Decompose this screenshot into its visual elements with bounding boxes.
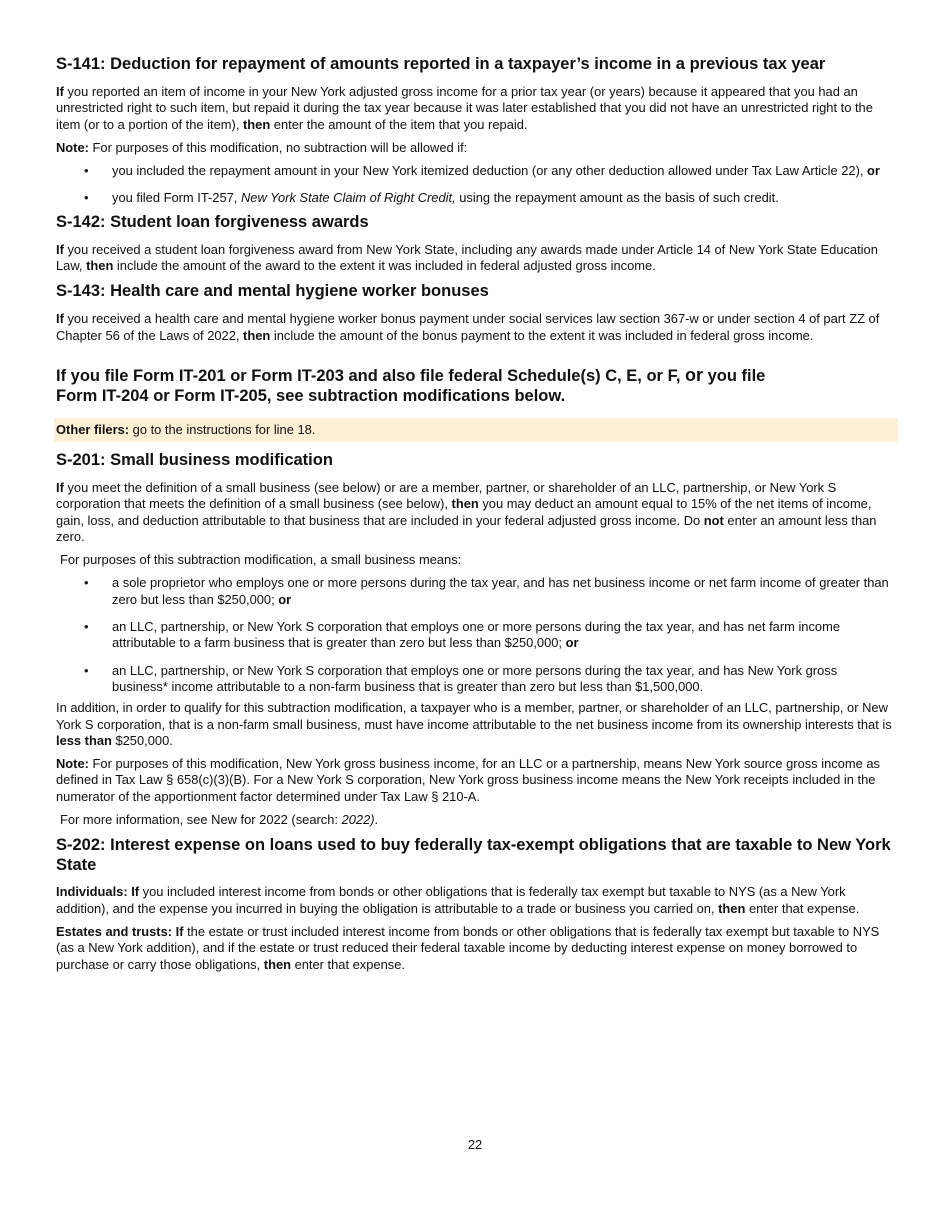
filers-heading-line-2: Form IT-204 or Form IT-205, see subtraction modifications below.: [56, 386, 566, 405]
text: enter the amount of the item that you repaid.: [270, 116, 528, 132]
or-keyword: or: [867, 163, 880, 179]
s142-paragraph: [56, 242, 896, 275]
s201-definition-intro: For purposes of this subtraction modification, a small business means:: [60, 552, 462, 568]
text: In addition, in order to qualify for this subtraction modification, a taxpayer who is a member, partner, or shareholder of an LLC, partnership, or New York S corporation, that is a non-farm small business, must have income attributable to the net business income from its ownership interests that is: [56, 700, 892, 732]
if-keyword: If: [56, 241, 64, 257]
s201-bullet-list: [56, 575, 896, 695]
search-term: 2022): [341, 812, 375, 828]
text: you meet the definition of a small business (see below) or are a member, partner, or shareholder of an LLC, partnership, or New York S corporation that meets the definition of a small business (see below),: [56, 479, 837, 512]
s201-more-info: [60, 812, 896, 828]
note-label: Note:: [56, 756, 89, 772]
text: you filed Form IT-257,: [112, 190, 241, 206]
s143-paragraph: [56, 311, 896, 344]
text: you included the repayment amount in your New York itemized deduction (or any other deduction allowed under Tax Law Article 22),: [112, 163, 868, 179]
bullet-icon: •: [84, 190, 89, 206]
text: you reported an item of income in your New York adjusted gross income for a prior tax year (or years) because it appeared that you had an unrestricted right to such item, but repaid it during the tax year because it was later established that you did not have an unrestricted right to the item (or to a portion of the item),: [56, 84, 873, 132]
document-page: [56, 54, 896, 980]
s201-note: [56, 756, 896, 805]
bullet-icon: •: [84, 662, 89, 678]
page-number: 22: [467, 1137, 483, 1152]
form-title: New York State Claim of Right Credit,: [240, 190, 456, 206]
or-keyword: or: [278, 591, 292, 607]
list-item: [56, 619, 896, 652]
s141-paragraph: [56, 84, 896, 133]
text: go to the instructions for line 18.: [129, 421, 316, 437]
then-keyword: then: [243, 327, 271, 343]
s201-heading: S-201: Small business modification: [56, 450, 333, 469]
s143-heading: S-143: Health care and mental hygiene worker bonuses: [56, 282, 489, 301]
estates-trusts-label: Estates and trusts: If: [56, 923, 184, 939]
s141-bullet-list: [56, 163, 896, 207]
text: For more information, see New for 2022 (search:: [60, 812, 342, 828]
s201-paragraph: [56, 480, 896, 545]
filers-heading: [56, 365, 896, 406]
list-item: [56, 575, 896, 608]
text: $250,000.: [111, 732, 173, 748]
if-keyword: If: [56, 479, 64, 495]
text: using the repayment amount as the basis of such credit.: [455, 190, 779, 206]
then-keyword: then: [718, 900, 746, 916]
text: include the amount of the bonus payment to the extent it was included in federal gross income.: [270, 327, 814, 343]
text: include the amount of the award to the extent it was included in federal adjusted gross income.: [113, 258, 656, 274]
then-keyword: then: [243, 116, 271, 132]
then-keyword: then: [86, 258, 114, 274]
other-filers-label: Other filers:: [56, 421, 130, 437]
other-filers-note: [54, 418, 898, 442]
text: you received a health care and mental hygiene worker bonus payment under social services law section 367-w or under section 4 of part ZZ of Chapter 56 of the Laws of 2022,: [56, 311, 880, 343]
text: enter that expense.: [291, 956, 405, 972]
text: the estate or trust included interest income from bonds or other obligations that is federally tax exempt but taxable to NYS (as a New York addition), and if the estate or trust reduced their federal taxable income by deducting interest expense on money borrowed to purchase or carry those obligations,: [56, 923, 880, 972]
text: you may deduct an amount equal to 15% of the net items of income, gain, loss, and deduction attributable to that business that are included in your federal adjusted gross income. Do: [56, 496, 872, 528]
then-keyword: then: [263, 956, 292, 972]
text: For purposes of this modification, no subtraction will be allowed if:: [88, 139, 468, 155]
individuals-label: Individuals: If: [56, 884, 140, 900]
list-item: [56, 163, 896, 179]
then-keyword: then: [451, 496, 479, 512]
list-item: [56, 663, 896, 696]
if-keyword: If: [56, 84, 64, 99]
bullet-icon: •: [84, 575, 89, 591]
note-label: Note:: [56, 139, 89, 155]
if-keyword: If: [56, 311, 64, 327]
less-than-keyword: less than: [56, 732, 112, 748]
not-keyword: not: [703, 512, 724, 528]
text: an LLC, partnership, or New York S corporation that employs one or more persons during the tax year, and has net farm income attributable to a farm business that is greater than zero but less than $250,000;: [112, 619, 840, 651]
s141-heading: S-141: Deduction for repayment of amounts reported in a taxpayer’s income in a previous tax year: [56, 55, 826, 73]
s201-additional-paragraph: [56, 700, 896, 749]
text: enter that expense.: [745, 900, 860, 916]
bullet-icon: •: [84, 163, 89, 179]
bullet-icon: •: [84, 619, 89, 635]
or-keyword: or: [565, 635, 579, 651]
text: enter an amount less than zero.: [56, 512, 877, 544]
text: you received a student loan forgiveness award from New York State, including any awards made under Article 14 of New York State Education Law,: [56, 241, 878, 274]
or-keyword: or: [684, 364, 703, 385]
text: you included interest income from bonds or other obligations that is federally tax exempt but taxable to NYS (as a New York addition), and the expense you incurred in buying the obligation is attributable to a trade or business you carried on,: [56, 884, 846, 916]
text: For purposes of this modification, New York gross business income, for an LLC or a partnership, means New York source gross income as defined in Tax Law § 658(c)(3)(B). For a New York S corporation, New York gross business income means the New York receipts included in the numerator of the apportionment factor determined under Tax Law § 210-A.: [56, 756, 880, 804]
s202-individuals-paragraph: [56, 884, 896, 917]
s141-note: [56, 140, 896, 156]
text: .: [374, 812, 379, 828]
text: an LLC, partnership, or New York S corporation that employs one or more persons during the tax year, and has New York gross business* income attributable to a non-farm business that is greater than zero but less than $1,500,000.: [112, 662, 838, 694]
text: a sole proprietor who employs one or more persons during the tax year, and has net business income or net farm income of greater than zero but less than $250,000;: [112, 575, 889, 607]
filers-heading-line-1: [56, 365, 896, 386]
text: If you file Form IT-201 or Form IT-203 and also file federal Schedule(s) C, E, or F,: [56, 366, 685, 385]
s202-heading: S-202: Interest expense on loans used to buy federally tax-exempt obligations that are taxable to New York State: [56, 836, 891, 875]
list-item: [56, 190, 896, 206]
text: you file: [702, 366, 766, 385]
s142-heading: S-142: Student loan forgiveness awards: [56, 212, 369, 231]
s202-estates-paragraph: [56, 924, 896, 973]
